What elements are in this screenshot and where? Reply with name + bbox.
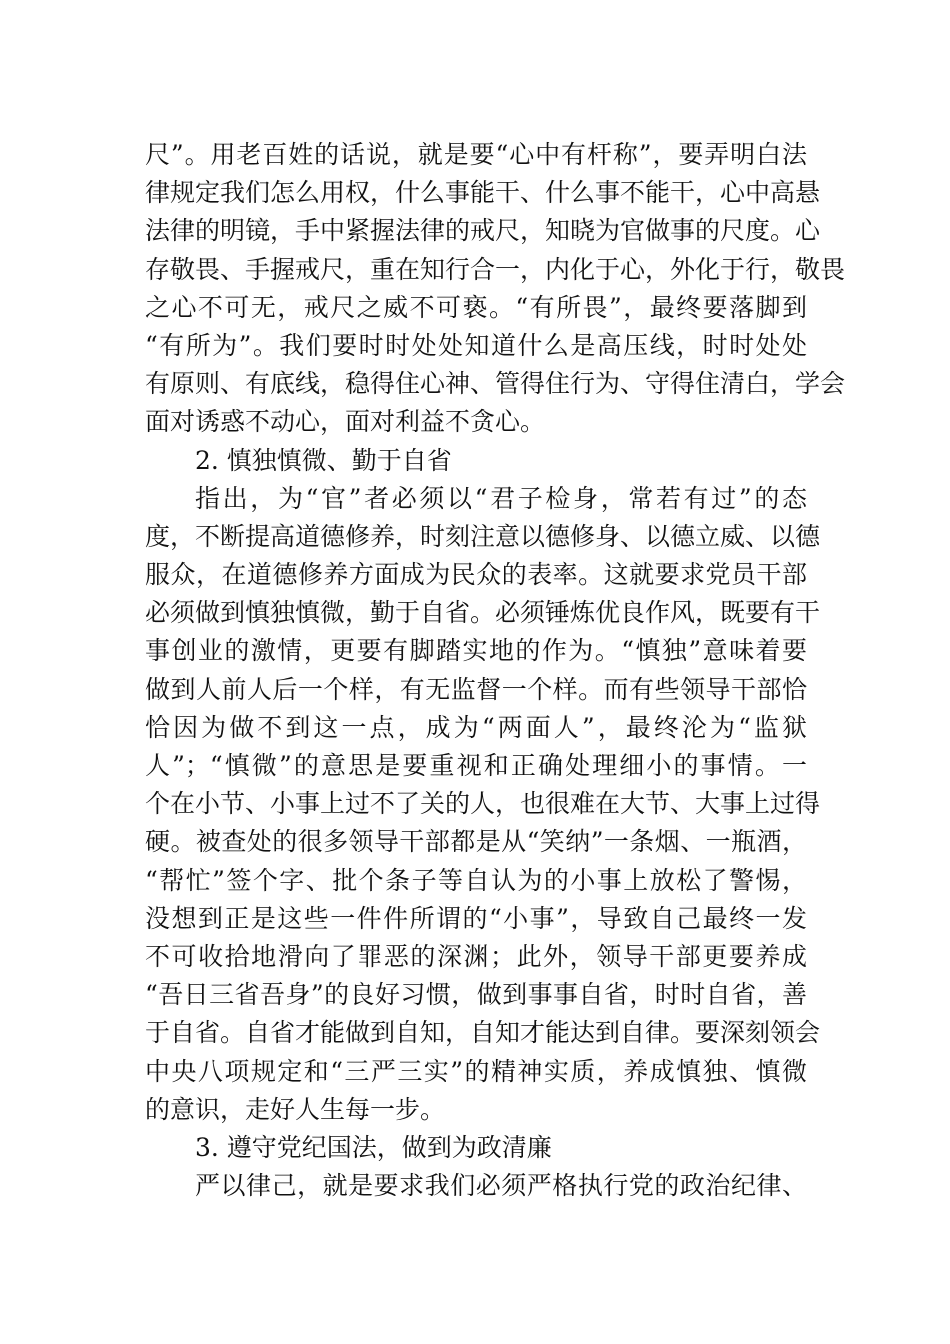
text-line: 恰因为做不到这一点，成为“两面人”，最终沦为“监狱	[145, 712, 807, 742]
text-line: 之心不可无，戒尺之威不可亵。“有所畏”，最终要落脚到	[145, 292, 807, 322]
text-line: 不可收拾地滑向了罪恶的深渊；此外，领导干部更要养成	[145, 941, 807, 971]
text-line: 服众，在道德修养方面成为民众的表率。这就要求党员干部	[145, 560, 807, 590]
text-line: “帮忙”签个字、批个条子等自认为的小事上放松了警惕，	[145, 865, 807, 895]
text-line: 硬。被查处的很多领导干部都是从“笑纳”一条烟、一瓶酒，	[145, 827, 807, 857]
text-line: 法律的明镜，手中紧握法律的戒尺，知晓为官做事的尺度。心	[145, 216, 821, 246]
text-line: 律规定我们怎么用权，什么事能干、什么事不能干，心中高悬	[145, 178, 821, 208]
text-line: 的意识，走好人生每一步。	[145, 1094, 446, 1124]
text-line: 事创业的激情，更要有脚踏实地的作为。“慎独”意味着要	[145, 636, 807, 666]
text-line: 没想到正是这些一件件所谓的“小事”，导致自己最终一发	[145, 903, 807, 933]
text-line: 有原则、有底线，稳得住心神、管得住行为、守得住清白，学会	[145, 369, 846, 399]
text-line: “吾日三省吾身”的良好习惯，做到事事自省，时时自省，善	[145, 980, 807, 1010]
text-line: 指出，为“官”者必须以“君子检身，常若有过”的态	[195, 483, 807, 513]
text-line: 于自省。自省才能做到自知，自知才能达到自律。要深刻领会	[145, 1018, 821, 1048]
text-line: 中央八项规定和“三严三实”的精神实质，养成慎独、慎微	[145, 1056, 807, 1086]
text-line: 面对诱惑不动心，面对利益不贪心。	[145, 407, 546, 437]
text-line: “有所为”。我们要时时处处知道什么是高压线，时时处处	[145, 330, 807, 360]
text-line: 人”；“慎微”的意思是要重视和正确处理细小的事情。一	[145, 751, 807, 780]
text-line: 尺”。用老百姓的话说，就是要“心中有杆称”，要弄明白法	[145, 140, 807, 169]
text-line: 做到人前人后一个样，有无监督一个样。而有些领导干部恰	[145, 674, 807, 704]
text-line: 3. 遵守党纪国法，做到为政清廉	[195, 1132, 552, 1162]
text-line: 度，不断提高道德修养，时刻注意以德修身、以德立威、以德	[145, 521, 821, 551]
text-line: 2. 慎独慎微、勤于自省	[195, 445, 452, 475]
text-line: 存敬畏、手握戒尺，重在知行合一，内化于心，外化于行，敬畏	[145, 254, 846, 284]
text-line: 必须做到慎独慎微，勤于自省。必须锤炼优良作风，既要有干	[145, 598, 821, 628]
text-line: 个在小节、小事上过不了关的人，也很难在大节、大事上过得	[145, 789, 821, 819]
text-line: 严以律己，就是要求我们必须严格执行党的政治纪律、	[195, 1171, 807, 1201]
document-page	[145, 136, 846, 1205]
